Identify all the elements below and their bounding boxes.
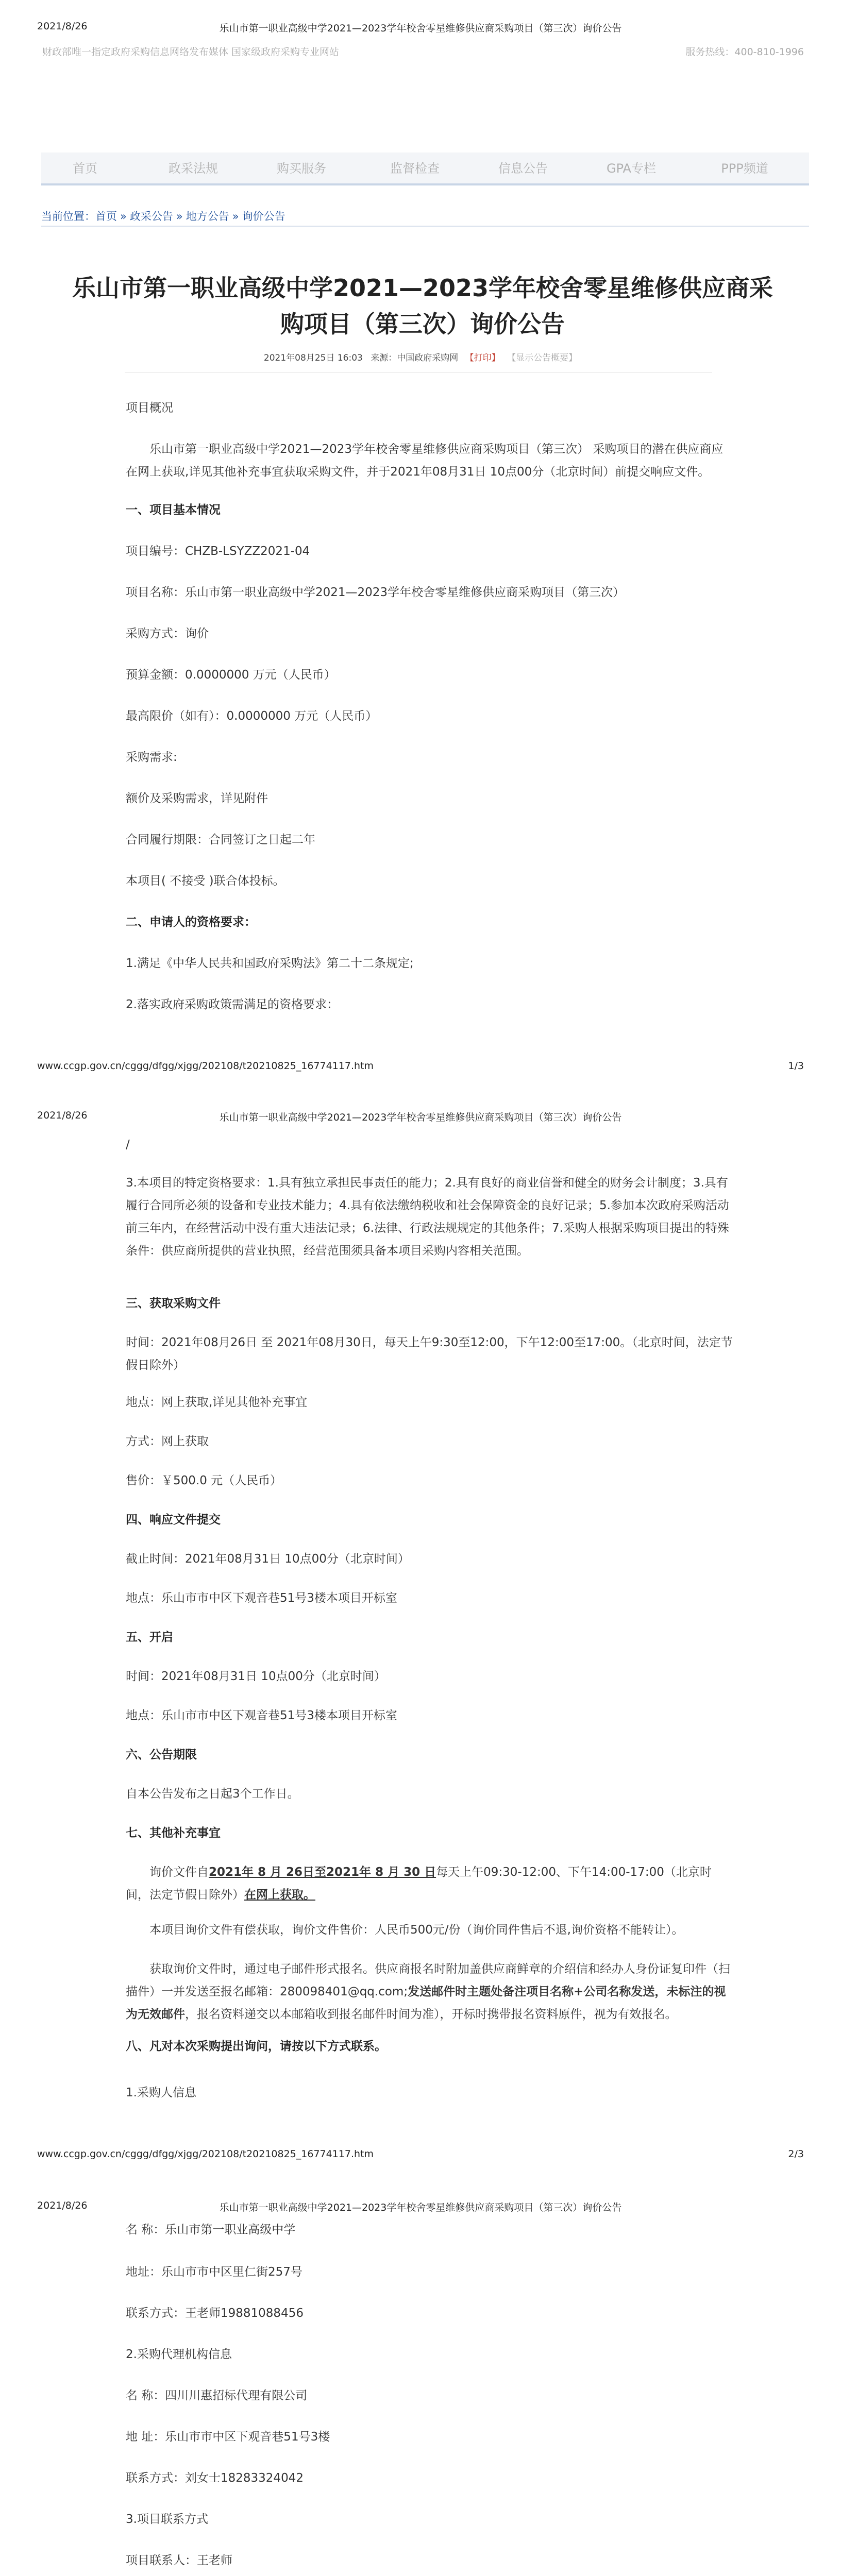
overview-body: 乐山市第一职业高级中学2021—2023学年校舍零星维修供应商采购项目（第三次） 采购项目的潜在供应商应在网上获取,详见其他补充事宜获取采购文件，并于2021年08月31日 10点00分（北京时间）前提交响应文件。 [126, 443, 724, 479]
breadcrumb-notices[interactable]: 政采公告 [129, 210, 173, 223]
page-number: 2/3 [788, 2148, 804, 2160]
project-contact-person: 项目联系人：王老师 [126, 2554, 232, 2567]
purchaser-info-heading: 1.采购人信息 [126, 2086, 196, 2099]
project-number: 项目编号：CHZB-LSYZZ2021-04 [126, 545, 310, 558]
slash-mark: / [126, 1138, 130, 1151]
purchaser-address: 地址：乐山市市中区里仁街257号 [126, 2265, 302, 2279]
open-time: 时间：2021年08月31日 10点00分（北京时间） [126, 1670, 386, 1683]
section-3-heading: 三、获取采购文件 [126, 1297, 221, 1310]
print-title: 乐山市第一职业高级中学2021—2023学年校舍零星维修供应商采购项目（第三次）询价公告 [219, 2202, 622, 2213]
print-page-3 [0, 2176, 841, 2576]
notice-period: 自本公告发布之日起3个工作日。 [126, 1787, 299, 1801]
print-page-2 [0, 1088, 841, 2176]
submit-place: 地点：乐山市市中区下观音巷51号3楼本项目开标室 [126, 1591, 397, 1605]
meta-source-name: 中国政府采购网 [397, 353, 459, 363]
open-place: 地点：乐山市市中区下观音巷51号3楼本项目开标室 [126, 1709, 397, 1722]
print-date: 2021/8/26 [37, 1110, 88, 1121]
meta-source-label: 来源： [371, 353, 397, 363]
breadcrumb-separator-icon: » [176, 210, 183, 223]
purchaser-name: 名 称：乐山市第一职业高级中学 [126, 2223, 296, 2236]
agency-info-heading: 2.采购代理机构信息 [126, 2348, 232, 2361]
print-page-1 [0, 0, 841, 1088]
print-url: www.ccgp.gov.cn/cggg/dfgg/xjgg/202108/t20210825_16774117.htm [37, 1060, 374, 1072]
print-header [37, 2200, 804, 2212]
nav-supervision[interactable]: 监督检查 [390, 161, 440, 176]
site-topbar [37, 44, 804, 60]
breadcrumb-label: 当前位置： [41, 210, 95, 223]
qualification-1: 1.满足《中华人民共和国政府采购法》第二十二条规定; [126, 957, 414, 970]
show-summary-link[interactable]: 【显示公告概要】 [507, 353, 578, 363]
obtain-place: 地点：网上获取,详见其他补充事宜 [126, 1396, 308, 1409]
quote-note: 额价及采购需求，详见附件 [126, 792, 268, 805]
max-price: 最高限价（如有）：0.0000000 万元（人民币） [126, 709, 378, 723]
print-link[interactable]: 【打印】 [465, 353, 500, 363]
article-title: 乐山市第一职业高级中学2021—2023学年校舍零星维修供应商采购项目（第三次）询价公告 [72, 274, 773, 338]
requirements-label: 采购需求: [126, 751, 177, 764]
document-price: 售价：￥500.0 元（人民币） [126, 1474, 282, 1487]
other-matters-3-c: ，报名资料递交以本邮箱收到报名邮件时间为准），开标时携带报名资料原件，视为有效报名。 [185, 2008, 677, 2021]
service-hotline: 服务热线：400-810-1996 [685, 46, 804, 58]
print-date: 2021/8/26 [37, 2200, 88, 2211]
breadcrumb-separator-icon: » [120, 210, 127, 223]
obtain-time: 时间：2021年08月26日 至 2021年08月30日，每天上午9:30至12:00，下午12:00至17:00。（北京时间，法定节假日除外） [126, 1336, 733, 1372]
site-slogan: 财政部唯一指定政府采购信息网络发布媒体 国家级政府采购专业网站 [42, 46, 340, 58]
section-5-heading: 五、开启 [126, 1631, 173, 1644]
contract-period: 合同履行期限：合同签订之日起二年 [126, 833, 315, 846]
other-matters-1-a: 询价文件自 [149, 1866, 209, 1879]
breadcrumb [41, 208, 285, 224]
breadcrumb-local[interactable]: 地方公告 [186, 210, 229, 223]
nav-purchase-services[interactable]: 购买服务 [277, 161, 326, 176]
breadcrumb-home[interactable]: 首页 [95, 210, 117, 223]
print-footer [37, 2148, 804, 2161]
print-date: 2021/8/26 [37, 21, 88, 32]
purchaser-contact: 联系方式：王老师19881088456 [126, 2307, 304, 2320]
other-matters-3-emphasis: 发送邮件时主题处备注项目名称+公司名称发送，未标注的视为无效邮件 [126, 1985, 726, 2021]
other-matters-2: 本项目询价文件有偿获取，询价文件售价：人民币500元/份（询价同件售后不退,询价资格不能转让）。 [149, 1923, 684, 1937]
section-1-heading: 一、项目基本情况 [126, 503, 221, 517]
other-matters-1-c: 每天上午09:30-12:00、下午14:00-17:00（北京时间，法定节假日除外） [126, 1866, 712, 1902]
overview-heading: 项目概况 [126, 401, 173, 415]
print-title: 乐山市第一职业高级中学2021—2023学年校舍零星维修供应商采购项目（第三次）询价公告 [219, 1112, 622, 1123]
other-matters-3 [126, 1958, 734, 2026]
agency-name: 名 称：四川川惠招标代理有限公司 [126, 2389, 308, 2402]
consortium-note: 本项目( 不接受 )联合体投标。 [126, 874, 285, 888]
submit-deadline: 截止时间：2021年08月31日 10点00分（北京时间） [126, 1552, 410, 1566]
agency-address: 地 址：乐山市市中区下观音巷51号3楼 [126, 2430, 330, 2444]
other-matters-1-dates: 2021年 8 月 26日至2021年 8 月 30 日 [209, 1866, 436, 1879]
section-6-heading: 六、公告期限 [126, 1748, 197, 1761]
nav-regulations[interactable]: 政采法规 [169, 161, 218, 176]
breadcrumb-separator-icon: » [232, 210, 239, 223]
budget-amount: 预算金额：0.0000000 万元（人民币） [126, 668, 336, 682]
print-header [37, 1110, 804, 1122]
other-matters-1-d: 在网上获取。 [244, 1888, 315, 1902]
meta-datetime: 2021年08月25日 16:03 [263, 353, 363, 363]
section-2-heading: 二、申请人的资格要求： [126, 916, 256, 929]
section-7-heading: 七、其他补充事宜 [126, 1826, 221, 1840]
section-4-heading: 四、响应文件提交 [126, 1513, 221, 1527]
project-contact-heading: 3.项目联系方式 [126, 2513, 208, 2526]
page-number: 1/3 [788, 1060, 804, 1072]
print-url: www.ccgp.gov.cn/cggg/dfgg/xjgg/202108/t20210825_16774117.htm [37, 2148, 374, 2160]
other-matters-3-a: 获取询价文件时，通过电子邮件形式报名。供应商报名时附加盖供应商鲜章的介绍信和经办人身份证复印件（扫描件）一并发送至报名邮箱：280098401@qq.com; [126, 1962, 730, 1998]
nav-home[interactable]: 首页 [73, 161, 97, 176]
main-nav [41, 152, 809, 185]
section-8-heading: 八、凡对本次采购提出询问，请按以下方式联系。 [126, 2040, 386, 2053]
obtain-way: 方式：网上获取 [126, 1435, 209, 1448]
print-title: 乐山市第一职业高级中学2021—2023学年校舍零星维修供应商采购项目（第三次）询价公告 [219, 23, 622, 34]
breadcrumb-inquiry[interactable]: 询价公告 [242, 210, 285, 223]
other-matters-1 [126, 1861, 734, 1906]
article-meta [0, 350, 841, 363]
qualification-2: 2.落实政府采购政策需满足的资格要求： [126, 998, 339, 1011]
nav-announcements[interactable]: 信息公告 [498, 161, 548, 176]
nav-gpa[interactable]: GPA专栏 [607, 161, 656, 176]
project-name: 项目名称：乐山市第一职业高级中学2021—2023学年校舍零星维修供应商采购项目（第三次） [126, 586, 625, 599]
breadcrumb-divider [41, 226, 809, 227]
print-header [37, 21, 804, 33]
print-footer [37, 1060, 804, 1073]
agency-contact: 联系方式：刘女士18283324042 [126, 2471, 304, 2485]
qualification-3: 3.本项目的特定资格要求：1.具有独立承担民事责任的能力；2.具有良好的商业信誉和健全的财务会计制度；3.具有履行合同所必须的设备和专业技术能力；4.具有依法缴纳税收和社会保障资金的良好记录；5.参加本次政府采购活动前三年内，在经营活动中没有重大违法记录；6.法律、行政法规规定的其他条件；7.采购人根据采购项目提出的特殊条件：供应商所提供的营业执照，经营范围须具备本项目采购内容相关范围。 [126, 1176, 729, 1258]
procurement-method: 采购方式：询价 [126, 627, 209, 640]
nav-ppp[interactable]: PPP频道 [721, 161, 768, 176]
